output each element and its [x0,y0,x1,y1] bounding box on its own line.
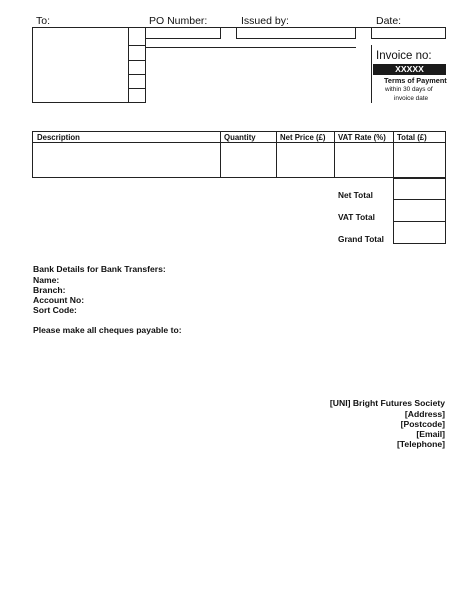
grand-total-label: Grand Total [338,234,384,244]
issued-by-field[interactable] [236,27,356,39]
po-number-field[interactable] [145,27,221,39]
net-total-field[interactable] [394,179,445,199]
issued-by-line [129,88,145,89]
terms-of-payment-title: Terms of Payment [384,76,447,85]
net-total-label: Net Total [338,190,373,200]
column-header-quantity: Quantity [224,133,256,142]
telephone-placeholder: [Telephone] [396,439,445,449]
item-description-cell[interactable] [33,143,220,177]
to-address-field[interactable] [32,27,129,103]
bank-branch-label: Branch: [33,285,66,295]
item-total-cell[interactable] [394,143,445,177]
issued-by-line [129,102,145,103]
terms-line-1: within 30 days of [385,86,433,93]
issued-by-line [129,74,145,75]
society-name: [UNI] Bright Futures Society [329,398,445,408]
postcode-placeholder: [Postcode] [400,419,445,429]
po-number-label: PO Number: [149,15,208,27]
grand-total-field[interactable] [394,222,445,243]
email-placeholder: [Email] [416,429,445,439]
column-header-net-price: Net Price (£) [280,133,326,142]
item-vat-rate-cell[interactable] [335,143,393,177]
invoice-no-label: Invoice no: [376,50,432,62]
date-field[interactable] [371,27,446,39]
column-header-total: Total (£) [397,133,427,142]
address-placeholder: [Address] [404,409,445,419]
bank-name-label: Name: [33,275,60,285]
issued-by-line [145,47,356,48]
bank-account-no-label: Account No: [33,295,85,305]
vat-total-field[interactable] [394,200,445,221]
issued-by-label: Issued by: [241,15,289,27]
issued-by-line [129,60,145,61]
bank-sort-code-label: Sort Code: [33,305,77,315]
column-header-description: Description [37,133,80,142]
issued-by-left-edge [145,39,146,103]
issued-by-line [129,45,145,46]
vat-total-label: VAT Total [338,212,375,222]
item-quantity-cell[interactable] [221,143,276,177]
to-label: To: [36,15,51,27]
item-net-price-cell[interactable] [277,143,334,177]
invoice-block-divider [371,45,372,103]
bank-details-title: Bank Details for Bank Transfers: [33,264,166,274]
invoice-number: XXXXX [373,64,446,75]
date-label: Date: [376,15,402,27]
column-header-vat-rate: VAT Rate (%) [338,133,386,142]
terms-line-2: invoice date [394,95,429,102]
cheques-payable-label: Please make all cheques payable to: [33,325,182,335]
